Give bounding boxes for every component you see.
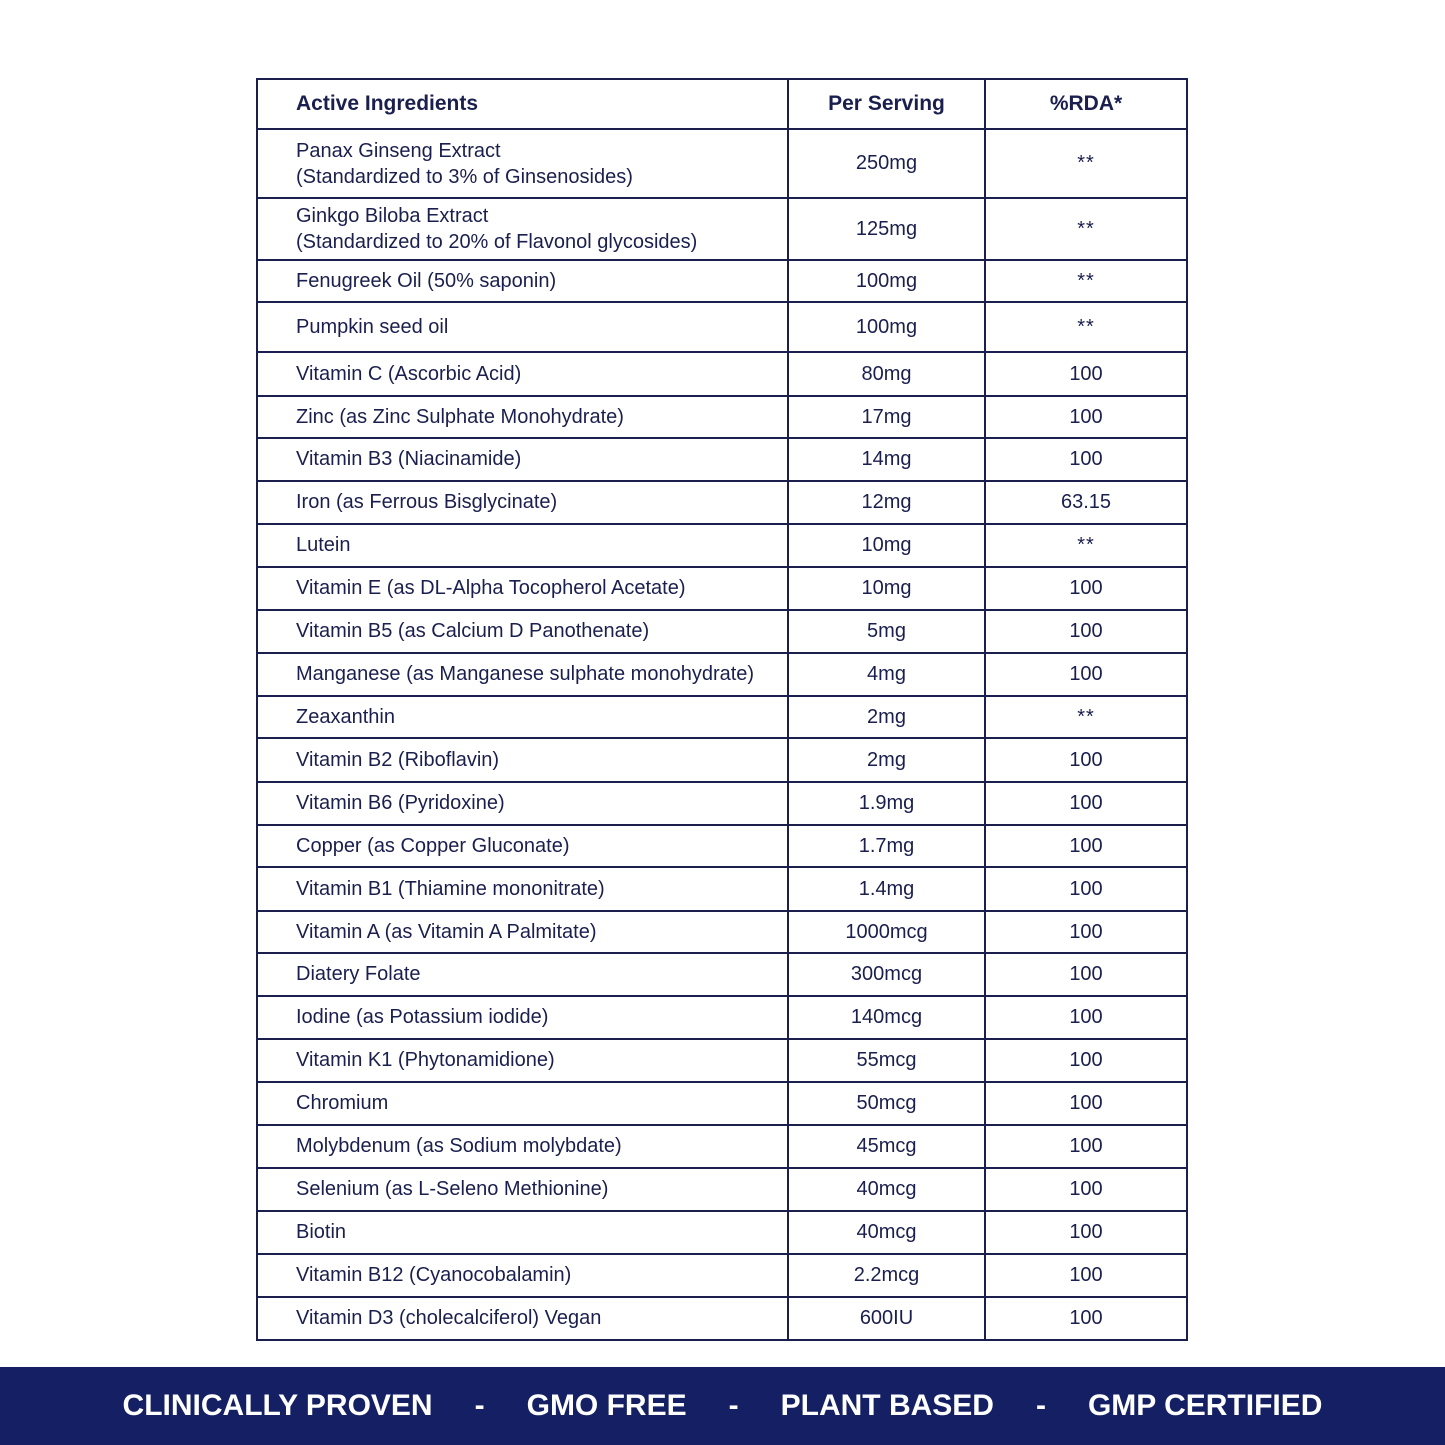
table-row: [258, 1083, 1186, 1126]
ingredient-cell: [258, 697, 789, 737]
ingredient-name: Iodine (as Potassium iodide): [296, 1006, 549, 1028]
ingredient-name: Biotin: [296, 1221, 347, 1243]
rda-cell: **: [1077, 315, 1095, 338]
rda-cell: 100: [1069, 963, 1103, 985]
table-row: [258, 1126, 1186, 1169]
ingredient-standardization: (Standardized to 20% of Flavonol glycosides): [296, 231, 698, 253]
ingredient-name: Zinc (as Zinc Sulphate Monohydrate): [296, 405, 624, 428]
per-serving-cell: 600IU: [789, 1298, 986, 1339]
ingredient-cell: [258, 482, 789, 523]
table-row: [258, 997, 1186, 1040]
per-serving-cell: 45mcg: [789, 1126, 986, 1167]
table-row: [258, 1298, 1186, 1339]
ingredient-name: Vitamin D3 (cholecalciferol) Vegan: [296, 1307, 602, 1329]
table-row: [258, 261, 1186, 303]
per-serving-cell: 40mcg: [789, 1212, 986, 1253]
table-row: [258, 1169, 1186, 1212]
table-row: [258, 1255, 1186, 1298]
rda-cell: 100: [1069, 405, 1103, 428]
rda-cell: 100: [1069, 1092, 1103, 1114]
ingredient-name: Vitamin B3 (Niacinamide): [296, 448, 522, 470]
rda-cell: **: [1077, 217, 1095, 240]
rda-cell: 100: [1069, 577, 1103, 599]
rda-cell: 100: [1069, 834, 1103, 857]
ingredient-cell: [258, 1212, 789, 1253]
per-serving-cell: 55mcg: [789, 1040, 986, 1081]
rda-cell: **: [1077, 534, 1095, 556]
ingredient-name: Vitamin B1 (Thiamine mononitrate): [296, 877, 605, 900]
rda-cell: 100: [1069, 1178, 1103, 1200]
table-row: [258, 303, 1186, 353]
per-serving-cell: 1.9mg: [789, 783, 986, 824]
rda-cell: 63.15: [1060, 491, 1112, 513]
features-banner: [0, 1367, 1445, 1445]
table-row: [258, 611, 1186, 654]
per-serving-cell: 17mg: [789, 397, 986, 437]
table-row: [258, 482, 1186, 525]
ingredient-cell: [258, 1040, 789, 1081]
table-row: [258, 868, 1186, 912]
ingredient-name: Zeaxanthin: [296, 705, 395, 728]
per-serving-cell: 2mg: [789, 697, 986, 737]
per-serving-cell: 140mcg: [789, 997, 986, 1038]
rda-cell: 100: [1069, 1221, 1103, 1243]
table-row: [258, 739, 1186, 783]
table-row: [258, 353, 1186, 397]
banner-item-plant-based: PLANT BASED: [780, 1389, 994, 1422]
ingredient-cell: [258, 739, 789, 781]
ingredient-name: Lutein: [296, 534, 351, 556]
per-serving-cell: 4mg: [789, 654, 986, 695]
ingredient-name: Vitamin B12 (Cyanocobalamin): [296, 1264, 572, 1286]
per-serving-cell: 80mg: [789, 353, 986, 395]
table-row: [258, 439, 1186, 482]
rda-cell: 100: [1069, 920, 1103, 943]
ingredient-cell: [258, 1126, 789, 1167]
per-serving-cell: 100mg: [789, 261, 986, 301]
ingredient-cell: [258, 130, 789, 197]
ingredient-cell: [258, 783, 789, 824]
table-row: [258, 697, 1186, 739]
rda-cell: 100: [1069, 620, 1103, 642]
rda-cell: 100: [1069, 1307, 1103, 1329]
banner-separator: -: [1035, 1389, 1046, 1422]
table-row: [258, 199, 1186, 261]
ingredient-cell: [258, 611, 789, 652]
banner-separator: -: [728, 1389, 739, 1422]
rda-cell: 100: [1069, 1006, 1103, 1028]
ingredient-cell: [258, 261, 789, 301]
rda-cell: 100: [1069, 1264, 1103, 1286]
ingredient-cell: [258, 1298, 789, 1339]
per-serving-cell: 125mg: [789, 199, 986, 259]
per-serving-cell: 14mg: [789, 439, 986, 480]
table-row: [258, 1040, 1186, 1083]
per-serving-cell: 250mg: [789, 130, 986, 197]
rda-cell: 100: [1069, 792, 1103, 814]
banner-item-gmo-free: GMO FREE: [526, 1389, 687, 1422]
rda-cell: 100: [1069, 748, 1103, 771]
ingredient-cell: [258, 525, 789, 566]
rda-cell: 100: [1069, 362, 1103, 385]
rda-cell: 100: [1069, 1049, 1103, 1071]
ingredient-cell: [258, 1169, 789, 1210]
ingredient-name: Iron (as Ferrous Bisglycinate): [296, 491, 558, 513]
header-ingredient: Active Ingredients: [258, 80, 789, 128]
ingredient-name: Vitamin C (Ascorbic Acid): [296, 362, 522, 385]
per-serving-cell: 12mg: [789, 482, 986, 523]
ingredient-cell: [258, 912, 789, 952]
ingredient-cell: [258, 868, 789, 910]
ingredient-name: Selenium (as L-Seleno Methionine): [296, 1178, 609, 1200]
per-serving-cell: 2mg: [789, 739, 986, 781]
rda-cell: 100: [1069, 448, 1103, 470]
ingredient-cell: [258, 954, 789, 995]
table-row: [258, 826, 1186, 868]
rda-cell: 100: [1069, 663, 1103, 685]
ingredient-name: Copper (as Copper Gluconate): [296, 834, 570, 857]
table-row: [258, 954, 1186, 997]
banner-item-gmp-certified: GMP CERTIFIED: [1087, 1389, 1323, 1422]
ingredients-table: [256, 78, 1188, 1341]
ingredient-name: Vitamin B5 (as Calcium D Panothenate): [296, 620, 650, 642]
ingredient-name: Molybdenum (as Sodium molybdate): [296, 1135, 622, 1157]
table-row: [258, 130, 1186, 199]
ingredient-name: Vitamin B6 (Pyridoxine): [296, 792, 505, 814]
ingredient-cell: [258, 1083, 789, 1124]
ingredient-name: Diatery Folate: [296, 963, 421, 985]
table-row: [258, 912, 1186, 954]
ingredient-name: Vitamin K1 (Phytonamidione): [296, 1049, 555, 1071]
ingredient-standardization: (Standardized to 3% of Ginsenosides): [296, 165, 633, 188]
per-serving-cell: 40mcg: [789, 1169, 986, 1210]
ingredient-cell: [258, 1255, 789, 1296]
rda-cell: 100: [1069, 1135, 1103, 1157]
ingredient-cell: [258, 397, 789, 437]
ingredient-name: Manganese (as Manganese sulphate monohydrate): [296, 663, 755, 685]
rda-cell: **: [1077, 269, 1095, 292]
per-serving-cell: 100mg: [789, 303, 986, 351]
table-body: [258, 130, 1186, 1339]
header-rda: %RDA*: [1049, 92, 1123, 115]
per-serving-cell: 1000mcg: [789, 912, 986, 952]
ingredient-name: Fenugreek Oil (50% saponin): [296, 269, 557, 292]
ingredient-name: Vitamin A (as Vitamin A Palmitate): [296, 920, 597, 943]
per-serving-cell: 1.4mg: [789, 868, 986, 910]
ingredient-name: Panax Ginseng Extract: [296, 139, 501, 162]
ingredient-name: Vitamin B2 (Riboflavin): [296, 748, 500, 771]
ingredient-cell: [258, 568, 789, 609]
per-serving-cell: 10mg: [789, 525, 986, 566]
per-serving-cell: 1.7mg: [789, 826, 986, 866]
rda-cell: **: [1077, 705, 1095, 728]
per-serving-cell: 50mcg: [789, 1083, 986, 1124]
ingredient-name: Vitamin E (as DL-Alpha Tocopherol Acetate): [296, 577, 686, 599]
rda-cell: 100: [1069, 877, 1103, 900]
table-row: [258, 568, 1186, 611]
table-header-row: [258, 80, 1186, 130]
ingredient-name: Pumpkin seed oil: [296, 315, 449, 338]
ingredient-cell: [258, 997, 789, 1038]
table-row: [258, 783, 1186, 826]
banner-separator: -: [474, 1389, 485, 1422]
ingredient-name: Chromium: [296, 1092, 389, 1114]
table-row: [258, 654, 1186, 697]
per-serving-cell: 300mcg: [789, 954, 986, 995]
header-per-serving: Per Serving: [789, 80, 986, 128]
ingredient-cell: [258, 439, 789, 480]
ingredient-cell: [258, 654, 789, 695]
ingredient-cell: [258, 826, 789, 866]
ingredient-cell: [258, 303, 789, 351]
banner-item-clinically-proven: CLINICALLY PROVEN: [122, 1389, 433, 1422]
rda-cell: **: [1077, 152, 1095, 174]
per-serving-cell: 2.2mcg: [789, 1255, 986, 1296]
table-row: [258, 1212, 1186, 1255]
ingredient-cell: [258, 353, 789, 395]
table-row: [258, 397, 1186, 439]
ingredient-name: Ginkgo Biloba Extract: [296, 205, 489, 227]
per-serving-cell: 10mg: [789, 568, 986, 609]
ingredient-cell: [258, 199, 789, 259]
table-row: [258, 525, 1186, 568]
per-serving-cell: 5mg: [789, 611, 986, 652]
